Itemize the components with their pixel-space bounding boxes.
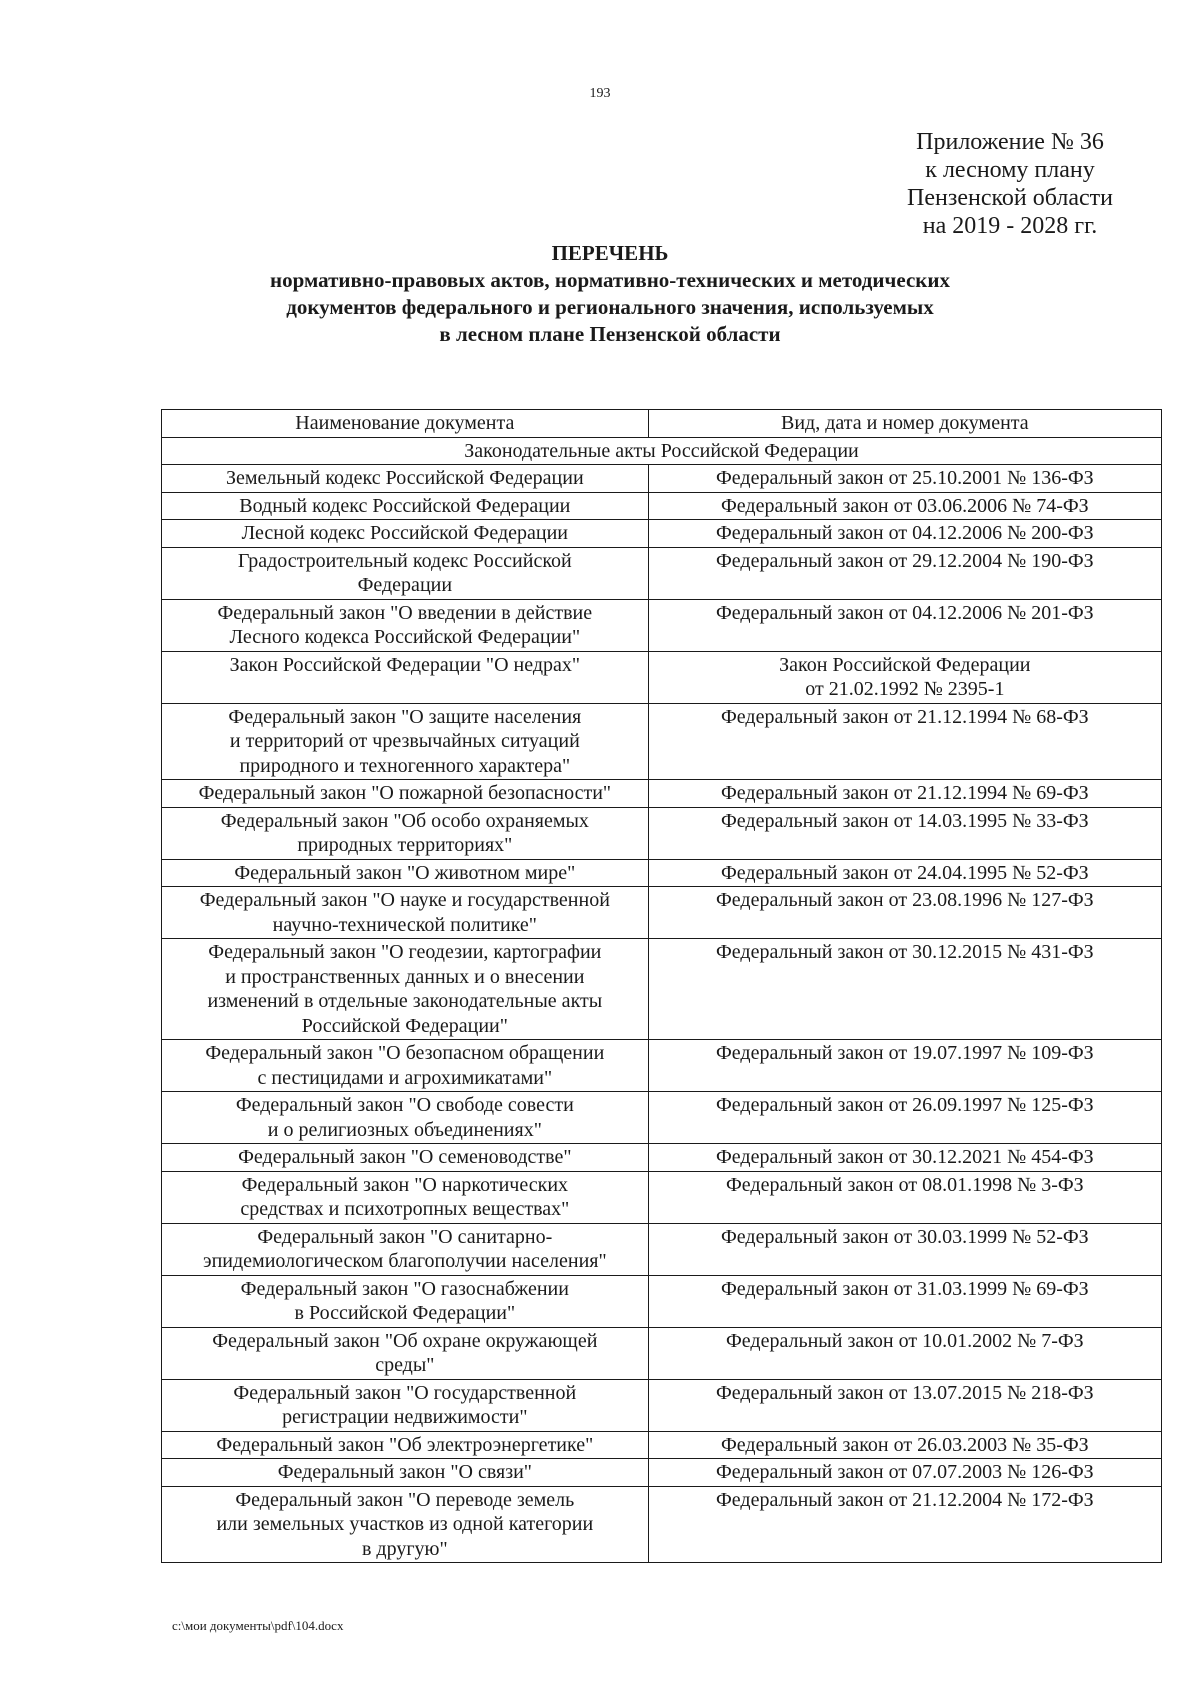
cell-text-line: Федеральный закон от 19.07.1997 № 109-ФЗ — [715, 1042, 1094, 1064]
document-reference-cell — [648, 887, 1161, 939]
cell-text-line: и пространственных данных и о внесении — [225, 965, 585, 988]
document-reference-cell — [648, 1431, 1161, 1459]
cell-text-line: Федеральный закон от 29.12.2004 № 190-ФЗ — [715, 549, 1094, 572]
document-name-cell — [162, 1379, 649, 1431]
document-name-cell — [162, 547, 649, 599]
section-title: Законодательные акты Российской Федерации — [162, 437, 1162, 465]
document-name-cell — [162, 1223, 649, 1275]
table-row — [162, 703, 1162, 780]
title-line: ПЕРЕЧЕНЬ — [551, 241, 669, 265]
table-row — [162, 1092, 1162, 1144]
table-row — [162, 651, 1162, 703]
document-name-cell — [162, 1144, 649, 1172]
table-row — [162, 1171, 1162, 1223]
table-row — [162, 1144, 1162, 1172]
cell-text-line: Федеральный закон "О семеноводстве" — [238, 1146, 572, 1168]
document-name-cell — [162, 1431, 649, 1459]
table-row — [162, 1431, 1162, 1459]
cell-text-line: и о религиозных объединениях" — [267, 1118, 542, 1141]
cell-text-line: Федеральный закон "О введении в действие — [217, 601, 593, 624]
cell-text-line: Федеральный закон от 25.10.2001 № 136-ФЗ — [715, 467, 1094, 489]
table-body — [162, 437, 1162, 1563]
cell-text-line: Федеральный закон "Об особо охраняемых — [220, 809, 589, 832]
document-name-cell — [162, 520, 649, 548]
cell-text-line: регистрации недвижимости" — [282, 1406, 528, 1428]
document-reference-cell — [648, 807, 1161, 859]
cell-text-line: Федеральный закон "О санитарно- — [257, 1225, 553, 1248]
cell-text-line: Федеральный закон "О свободе совести — [235, 1094, 574, 1116]
document-reference-cell — [648, 939, 1161, 1040]
cell-text-line: средствах и психотропных веществах" — [240, 1198, 570, 1220]
document-name-cell — [162, 1171, 649, 1223]
document-reference-cell — [648, 599, 1161, 651]
cell-text-line: и территорий от чрезвычайных ситуаций — [229, 730, 580, 752]
document-name-cell — [162, 807, 649, 859]
cell-text-line: Федеральный закон "О геодезии, картографии — [208, 941, 602, 963]
cell-text-line: Закон Российской Федерации "О недрах" — [229, 653, 581, 676]
cell-text-line: Лесного кодекса Российской Федерации" — [229, 626, 581, 648]
document-name-cell — [162, 939, 649, 1040]
document-reference-cell — [648, 1486, 1161, 1563]
cell-text-line: или земельных участков из одной категории — [216, 1513, 594, 1535]
cell-text-line: Федеральный закон "Об электроэнергетике" — [216, 1433, 594, 1456]
cell-text-line: Закон Российской Федерации — [779, 653, 1031, 676]
cell-text-line: Федеральный закон от 13.07.2015 № 218-ФЗ — [715, 1381, 1094, 1404]
table-row — [162, 807, 1162, 859]
document-name-cell — [162, 599, 649, 651]
cell-text-line: Федеральный закон от 21.12.1994 № 68-ФЗ — [720, 705, 1089, 728]
cell-text-line: Федеральный закон от 21.12.1994 № 69-ФЗ — [720, 782, 1089, 804]
document-name-cell — [162, 1275, 649, 1327]
cell-text-line: научно-технической политике" — [272, 913, 537, 936]
document-reference-cell — [648, 1144, 1161, 1172]
appendix-line: Пензенской области — [907, 185, 1113, 211]
cell-text-line: Федеральный закон "О газоснабжении — [240, 1277, 569, 1300]
cell-text-line: Федеральный закон "О науке и государственной — [199, 889, 610, 911]
document-reference-cell — [648, 1040, 1161, 1092]
cell-text-line: Федеральный закон "О защите населения — [228, 705, 582, 728]
cell-text-line: Градостроительный кодекс Российской — [237, 549, 572, 572]
cell-text-line: в другую" — [361, 1537, 448, 1560]
appendix-line: на 2019 - 2028 гг. — [922, 213, 1098, 239]
table-row — [162, 1275, 1162, 1327]
cell-text-line: среды" — [375, 1354, 435, 1376]
cell-text-line: Федеральный закон "О безопасном обращении — [205, 1042, 605, 1064]
cell-text-line: Федеральный закон от 23.08.1996 № 127-ФЗ — [715, 889, 1094, 911]
table-row — [162, 939, 1162, 1040]
cell-text-line: Федеральный закон от 24.04.1995 № 52-ФЗ — [720, 861, 1089, 884]
appendix-note — [860, 128, 1160, 240]
cell-text-line: Федеральный закон "Об охране окружающей — [212, 1329, 598, 1352]
cell-text-line: Лесной кодекс Российской Федерации — [241, 522, 569, 544]
cell-text-line: Федеральный закон "О государственной — [233, 1381, 577, 1404]
table-row — [162, 1223, 1162, 1275]
column-header-reference: Вид, дата и номер документа — [648, 410, 1161, 438]
cell-text-line: Федеральный закон от 03.06.2006 № 74-ФЗ — [720, 494, 1089, 517]
document-reference-cell — [648, 1275, 1161, 1327]
title-line: нормативно-правовых актов, нормативно-технических и методических — [270, 268, 950, 292]
document-name-cell — [162, 780, 649, 808]
table-row — [162, 780, 1162, 808]
title-line: в лесном плане Пензенской области — [439, 322, 781, 346]
cell-text-line: Федерации — [357, 574, 453, 596]
table-row — [162, 520, 1162, 548]
cell-text-line: Федеральный закон "О связи" — [277, 1461, 532, 1483]
document-name-cell — [162, 1040, 649, 1092]
document-reference-cell — [648, 703, 1161, 780]
page-number: 193 — [589, 86, 611, 101]
document-reference-cell — [648, 465, 1161, 493]
cell-text-line: Федеральный закон от 31.03.1999 № 69-ФЗ — [720, 1277, 1089, 1300]
cell-text-line: Водный кодекс Российской Федерации — [239, 494, 571, 517]
document-reference-cell — [648, 1379, 1161, 1431]
cell-text-line: от 21.02.1992 № 2395-1 — [805, 678, 1005, 700]
document-reference-cell — [648, 547, 1161, 599]
cell-text-line: с пестицидами и агрохимикатами" — [257, 1066, 553, 1089]
cell-text-line: изменений в отдельные законодательные акты — [207, 990, 603, 1012]
table-row — [162, 492, 1162, 520]
cell-text-line: Федеральный закон от 30.12.2021 № 454-ФЗ — [715, 1146, 1094, 1168]
document-name-cell — [162, 1486, 649, 1563]
cell-text-line: Федеральный закон от 04.12.2006 № 201-ФЗ — [715, 601, 1094, 624]
document-reference-cell — [648, 520, 1161, 548]
document-reference-cell — [648, 859, 1161, 887]
cell-text-line: Федеральный закон от 21.12.2004 № 172-ФЗ — [715, 1488, 1094, 1511]
cell-text-line: в Российской Федерации" — [294, 1302, 516, 1324]
cell-text-line: Федеральный закон от 07.07.2003 № 126-ФЗ — [715, 1461, 1094, 1483]
cell-text-line: Федеральный закон от 26.09.1997 № 125-ФЗ — [715, 1094, 1094, 1116]
table-row — [162, 1327, 1162, 1379]
cell-text-line: Федеральный закон "О наркотических — [241, 1173, 569, 1196]
table-row — [162, 887, 1162, 939]
table-row — [162, 1459, 1162, 1487]
document-reference-cell — [648, 1327, 1161, 1379]
document-name-cell — [162, 651, 649, 703]
document-reference-cell — [648, 651, 1161, 703]
footer-file-path: c:\мои документы\pdf\104.docx — [172, 1618, 344, 1633]
document-reference-cell — [648, 1223, 1161, 1275]
table-row — [162, 859, 1162, 887]
appendix-line: Приложение № 36 — [916, 129, 1104, 155]
document-name-cell — [162, 859, 649, 887]
table-row — [162, 547, 1162, 599]
document-name-cell — [162, 703, 649, 780]
cell-text-line: Федеральный закон от 26.03.2003 № 35-ФЗ — [720, 1433, 1089, 1456]
document-name-cell — [162, 887, 649, 939]
document-name-cell — [162, 1327, 649, 1379]
section-row — [162, 437, 1162, 465]
cell-text-line: природного и техногенного характера" — [239, 754, 571, 777]
document-name-cell — [162, 465, 649, 493]
table-row — [162, 599, 1162, 651]
title-line: документов федерального и регионального значения, используемых — [286, 295, 934, 319]
cell-text-line: Федеральный закон "О пожарной безопасности" — [198, 782, 612, 804]
cell-text-line: Федеральный закон от 14.03.1995 № 33-ФЗ — [720, 809, 1089, 832]
document-reference-cell — [648, 1171, 1161, 1223]
appendix-line: к лесному плану — [925, 157, 1095, 183]
cell-text-line: Федеральный закон "О животном мире" — [234, 861, 576, 884]
document-name-cell — [162, 492, 649, 520]
cell-text-line: природных территориях" — [297, 834, 513, 856]
cell-text-line: Земельный кодекс Российской Федерации — [225, 467, 584, 489]
table-header-row — [162, 410, 1162, 438]
cell-text-line: эпидемиологическом благополучии населения" — [203, 1250, 607, 1272]
column-header-name: Наименование документа — [162, 410, 649, 438]
cell-text-line: Федеральный закон "О переводе земель — [235, 1488, 575, 1511]
document-reference-cell — [648, 1459, 1161, 1487]
cell-text-line: Федеральный закон от 04.12.2006 № 200-ФЗ — [715, 522, 1094, 544]
table-row — [162, 1486, 1162, 1563]
table-row — [162, 465, 1162, 493]
document-reference-cell — [648, 780, 1161, 808]
document-name-cell — [162, 1092, 649, 1144]
cell-text-line: Федеральный закон от 10.01.2002 № 7-ФЗ — [725, 1329, 1084, 1352]
legal-acts-table — [161, 409, 1162, 1563]
cell-text-line: Российской Федерации" — [301, 1014, 508, 1037]
document-reference-cell — [648, 1092, 1161, 1144]
table-row — [162, 1379, 1162, 1431]
document-name-cell — [162, 1459, 649, 1487]
document-title — [150, 240, 1070, 348]
cell-text-line: Федеральный закон от 08.01.1998 № 3-ФЗ — [725, 1173, 1084, 1196]
document-reference-cell — [648, 492, 1161, 520]
cell-text-line: Федеральный закон от 30.12.2015 № 431-ФЗ — [715, 941, 1094, 963]
table-row — [162, 1040, 1162, 1092]
cell-text-line: Федеральный закон от 30.03.1999 № 52-ФЗ — [720, 1225, 1089, 1248]
